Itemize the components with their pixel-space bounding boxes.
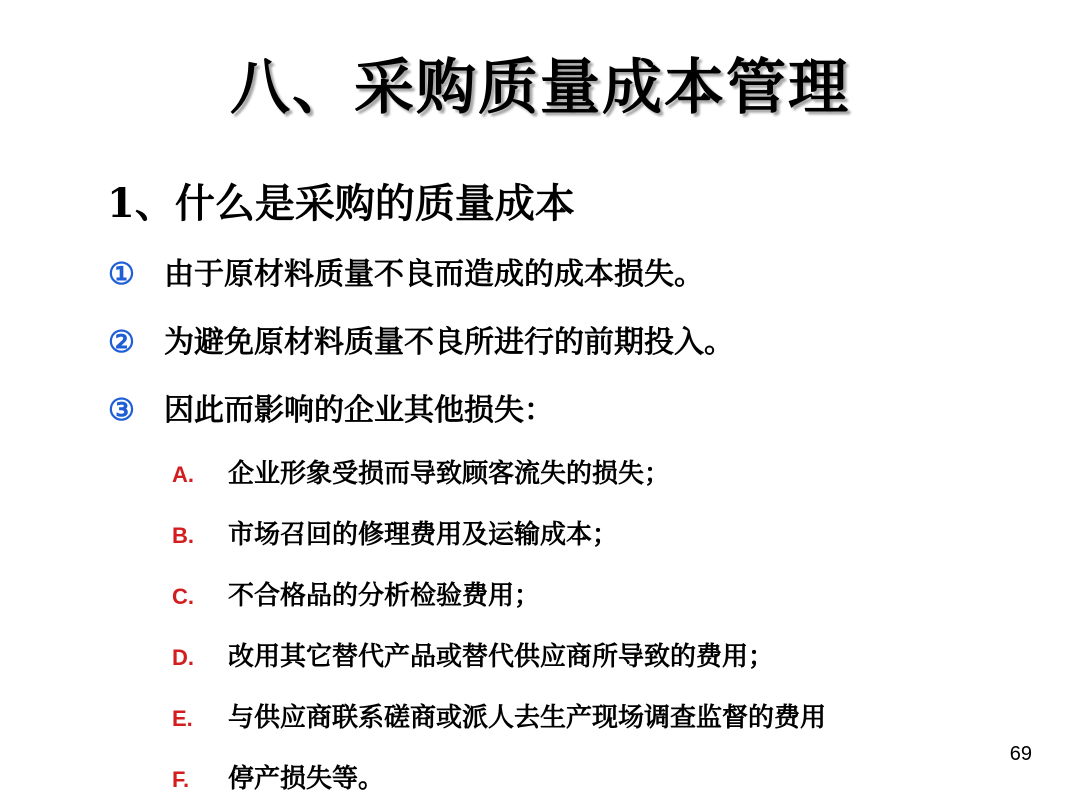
sub-list-item-text: 企业形象受损而导致顾客流失的损失； (228, 459, 671, 489)
sub-list-item-letter: E. (172, 706, 193, 731)
sub-list-item (172, 639, 774, 676)
sub-list-item (172, 761, 384, 798)
sub-list-item-letter: F. (172, 767, 190, 792)
section-heading: 1、什么是采购的质量成本 (107, 180, 575, 227)
list-item-text: 因此而影响的企业其他损失： (164, 393, 554, 428)
sub-list-item (172, 456, 670, 493)
list-item-marker: ① (108, 257, 135, 292)
sub-list-item (172, 700, 826, 737)
sub-list-item-letter: C. (172, 584, 194, 609)
sub-list-item-text: 改用其它替代产品或替代供应商所导致的费用； (228, 642, 775, 672)
sub-list-item-letter: B. (172, 523, 194, 548)
sub-list-item-text: 市场召回的修理费用及运输成本； (228, 520, 619, 550)
list-item-text: 由于原材料质量不良而造成的成本损失。 (164, 257, 704, 292)
list-item (108, 391, 554, 431)
sub-list-item-letter: A. (172, 462, 194, 487)
sub-list-item-text: 停产损失等。 (228, 764, 385, 794)
sub-list-item (172, 578, 540, 615)
list-item (108, 323, 734, 363)
list-item-marker: ③ (108, 393, 135, 428)
sub-list-item-text: 与供应商联系磋商或派人去生产现场调查监督的费用 (228, 703, 827, 733)
list-item-text: 为避免原材料质量不良所进行的前期投入。 (164, 325, 734, 360)
list-item (108, 255, 704, 295)
slide-title: 八、采购质量成本管理 (230, 53, 850, 123)
page-number: 69 (1009, 743, 1032, 765)
sub-list-item-text: 不合格品的分析检验费用； (228, 581, 541, 611)
sub-list-item (172, 517, 618, 554)
list-item-marker: ② (108, 325, 135, 360)
sub-list-item-letter: D. (172, 645, 194, 670)
